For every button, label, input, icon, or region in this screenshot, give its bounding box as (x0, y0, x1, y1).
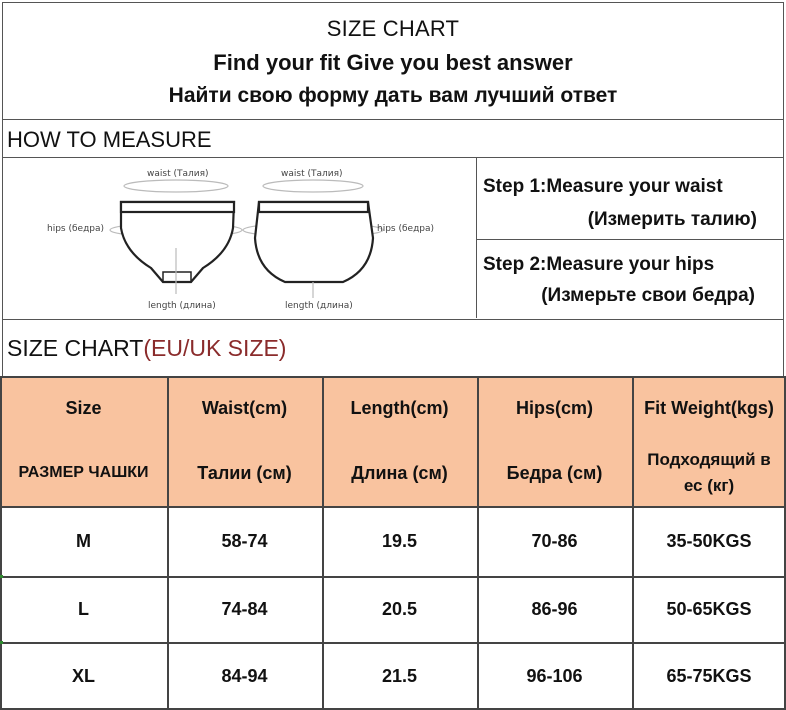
step-1-subtitle: (Измерить талию) (587, 209, 757, 230)
back-brief-drawing (243, 180, 383, 298)
length-cell: 19.5 (381, 530, 418, 551)
waist-label-front: waist (Талия) (147, 169, 209, 179)
length-label-back: length (длина) (285, 301, 353, 311)
front-brief-drawing (110, 180, 242, 294)
hips-label-back: hips (бедра) (377, 224, 435, 234)
table-border (0, 708, 786, 710)
corner-mark (0, 575, 3, 578)
table-border (632, 376, 634, 710)
table-border (0, 376, 2, 710)
header-cell-hips: Hips(cm) (515, 397, 593, 418)
step-1 (477, 158, 783, 240)
corner-mark (0, 641, 3, 644)
step-2-subtitle: (Измерьте свои бедра) (541, 285, 755, 306)
table-border (477, 376, 479, 710)
header-cell-weight-ru: Подходящий в ес (кг) (647, 450, 771, 495)
step-2 (477, 240, 783, 318)
weight-cell: 50-65KGS (666, 598, 752, 619)
briefs-diagram (3, 158, 477, 318)
table-row (0, 576, 786, 642)
waist-label-back: waist (Талия) (281, 169, 343, 179)
header-cell-length-ru: Длина (см) (351, 462, 448, 483)
table-border (322, 376, 324, 710)
table-header-row-english (0, 376, 786, 440)
waist-cell: 74-84 (221, 598, 268, 619)
header-cell-hips-ru: Бедра (см) (506, 462, 603, 483)
size-cell: L (78, 598, 89, 619)
header-cell-waist-ru: Талии (см) (197, 462, 292, 483)
waist-cell: 84-94 (221, 665, 268, 686)
header-cell-length: Length(cm) (350, 397, 449, 418)
hips-label-front: hips (бедра) (47, 224, 105, 234)
how-to-measure-title: HOW TO MEASURE (2, 120, 784, 158)
briefs-illustration (3, 158, 475, 318)
table-border (0, 576, 786, 578)
length-cell: 21.5 (381, 665, 418, 686)
table-border (0, 506, 786, 508)
header-cell-waist: Waist(cm) (201, 397, 288, 418)
table-row (0, 642, 786, 710)
weight-cell: 65-75KGS (666, 665, 752, 686)
size-chart-title-prefix: SIZE CHART (7, 335, 144, 361)
subtitle-english: Find your fit Give you best answer (213, 50, 573, 75)
table-header-row-russian (0, 440, 786, 506)
size-chart-title (2, 320, 784, 376)
title-block (2, 2, 784, 120)
page-title: SIZE CHART (326, 16, 460, 41)
measure-section (2, 158, 784, 320)
hips-cell: 86-96 (531, 598, 578, 619)
table-border (0, 376, 786, 378)
header-cell-size: Size (65, 397, 102, 418)
size-cell: M (76, 530, 91, 551)
table-row (0, 506, 786, 576)
table-border (167, 376, 169, 710)
step-2-title: Step 2:Measure your hips (483, 254, 715, 275)
hips-cell: 96-106 (526, 665, 583, 686)
table-border (784, 376, 786, 710)
size-cell: XL (71, 665, 95, 686)
header-cell-weight: Fit Weight(kgs) (644, 397, 774, 418)
length-cell: 20.5 (381, 598, 418, 619)
step-1-title: Step 1:Measure your waist (483, 176, 723, 197)
waist-cell: 58-74 (221, 530, 268, 551)
size-chart-title-region: (EU/UK SIZE) (143, 335, 287, 361)
hips-cell: 70-86 (531, 530, 578, 551)
length-label-front: length (длина) (148, 301, 216, 311)
subtitle-russian: Найти свою форму дать вам лучший ответ (168, 84, 618, 107)
header-cell-size-ru: РАЗМЕР ЧАШКИ (18, 464, 149, 481)
size-table (0, 376, 786, 710)
weight-cell: 35-50KGS (666, 530, 752, 551)
table-border (0, 642, 786, 644)
